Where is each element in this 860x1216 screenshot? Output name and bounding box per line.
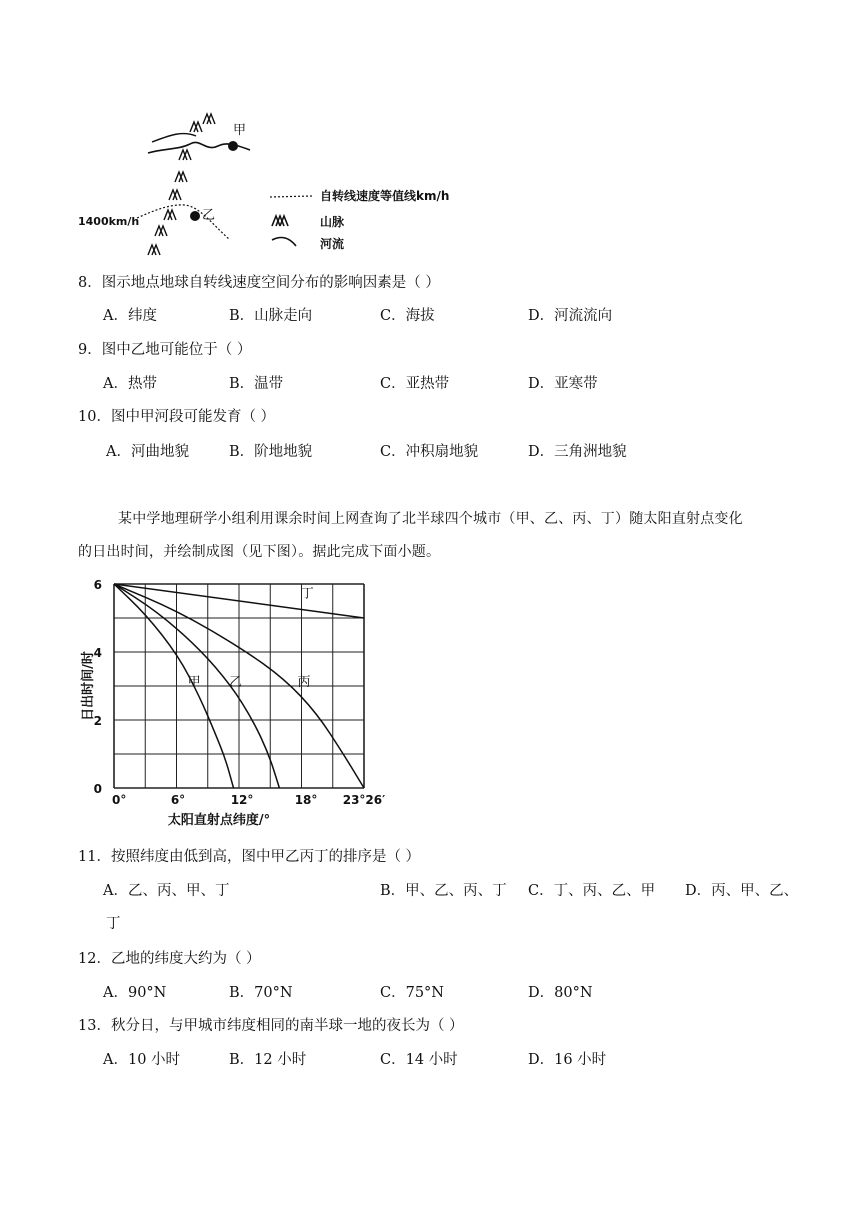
y-tick-label: 0 — [93, 782, 102, 796]
q13-option-c[interactable]: C．14 小时 — [380, 1052, 458, 1068]
y-axis-title: 日出时间/时 — [81, 651, 96, 721]
mountain-icons — [148, 114, 215, 255]
q12-option-a[interactable]: A．90°N — [103, 985, 167, 1001]
q10-option-c[interactable]: C．冲积扇地貌 — [380, 444, 479, 460]
q9-option-d[interactable]: D．亚寒带 — [528, 376, 598, 392]
legend-river-label: 河流 — [320, 237, 345, 251]
sunrise-chart — [76, 574, 406, 830]
question-12-stem: 12．乙地的纬度大约为（ ） — [78, 951, 261, 967]
q13-option-a[interactable]: A．10 小时 — [103, 1052, 181, 1068]
x-tick-label: 0° — [112, 793, 127, 807]
x-tick-label: 12° — [230, 793, 254, 807]
q13-option-d[interactable]: D．16 小时 — [528, 1052, 607, 1068]
q8-option-a[interactable]: A．纬度 — [103, 308, 157, 324]
point-jia — [228, 141, 238, 151]
map-figure — [70, 100, 490, 260]
q12-option-d[interactable]: D．80°N — [528, 985, 593, 1001]
isoline-curve — [137, 205, 230, 240]
q10-option-a[interactable]: A．河曲地貌 — [106, 444, 189, 460]
q8-option-b[interactable]: B．山脉走向 — [229, 308, 313, 324]
y-tick-label: 2 — [93, 714, 102, 728]
q12-option-c[interactable]: C．75°N — [380, 985, 444, 1001]
question-8-stem: 8．图示地点地球自转线速度空间分布的影响因素是（ ） — [78, 275, 440, 291]
q9-option-b[interactable]: B．温带 — [229, 376, 284, 392]
q11-option-d-wrap: 丁 — [106, 916, 121, 932]
legend-isoline-label: 自转线速度等值线km/h — [320, 189, 450, 203]
river-tributary — [152, 134, 196, 142]
q11-option-c[interactable]: C．丁、丙、乙、甲 — [528, 883, 656, 899]
legend-river-icon — [272, 238, 296, 246]
q13-option-b[interactable]: B．12 小时 — [229, 1052, 307, 1068]
y-tick-label: 6 — [93, 578, 102, 592]
y-tick-label: 4 — [93, 646, 102, 660]
series-label-3: 丙 — [297, 675, 311, 690]
label-jia: 甲 — [233, 123, 247, 138]
label-yi: 乙 — [202, 208, 216, 223]
legend-mountain-label: 山脉 — [320, 215, 345, 229]
q8-option-d[interactable]: D．河流流向 — [528, 308, 613, 324]
question-11-stem: 11．按照纬度由低到高，图中甲乙丙丁的排序是（ ） — [78, 849, 421, 865]
x-axis-title: 太阳直射点纬度/° — [167, 813, 271, 828]
legend-mountain-icon — [272, 216, 288, 226]
x-tick-label: 18° — [294, 793, 318, 807]
series-label-1: 甲 — [187, 675, 201, 690]
q11-option-b[interactable]: B．甲、乙、丙、丁 — [380, 883, 507, 899]
intro-line-2: 的日出时间，并绘制成图（见下图）。据此完成下面小题。 — [78, 544, 441, 560]
q11-option-d[interactable]: D．丙、甲、乙、 — [685, 883, 799, 899]
q10-option-b[interactable]: B．阶地地貌 — [229, 444, 313, 460]
question-9-stem: 9．图中乙地可能位于（ ） — [78, 342, 252, 358]
legend-isoline-symbol — [270, 196, 312, 197]
q12-option-b[interactable]: B．70°N — [229, 985, 293, 1001]
x-tick-label: 6° — [170, 793, 186, 807]
q10-option-d[interactable]: D．三角洲地貌 — [528, 444, 627, 460]
point-yi — [190, 211, 200, 221]
chart-labels — [80, 578, 385, 828]
q9-option-a[interactable]: A．热带 — [103, 376, 157, 392]
q11-option-a[interactable]: A．乙、丙、甲、丁 — [103, 883, 230, 899]
question-13-stem: 13．秋分日，与甲城市纬度相同的南半球一地的夜长为（ ） — [78, 1018, 464, 1034]
question-10-stem: 10．图中甲河段可能发育（ ） — [78, 409, 276, 425]
q8-option-c[interactable]: C．海拔 — [380, 308, 435, 324]
series-label-2: 乙 — [229, 675, 243, 690]
intro-line-1: 某中学地理研学小组利用课余时间上网查询了北半球四个城市（甲、乙、丙、丁）随太阳直射点变化 — [118, 511, 743, 527]
q9-option-c[interactable]: C．亚热带 — [380, 376, 450, 392]
x-tick-label: 23°26′ — [342, 793, 386, 807]
isoline-value-label: 1400km/h — [78, 215, 140, 228]
series-label-4: 丁 — [300, 586, 314, 602]
